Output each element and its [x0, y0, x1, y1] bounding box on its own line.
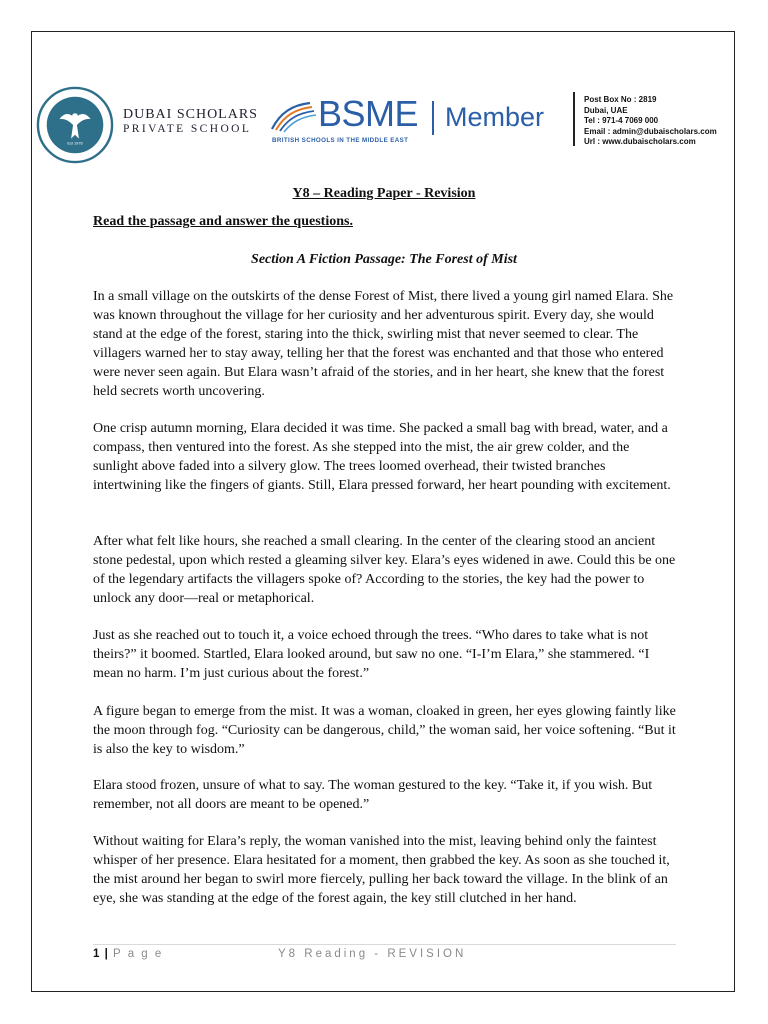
- contact-city: Dubai, UAE: [584, 105, 628, 115]
- contact-divider: [573, 92, 575, 146]
- bsme-swoosh-icon: [270, 99, 320, 135]
- contact-block: [584, 95, 717, 148]
- school-name: [123, 108, 258, 136]
- footer-center-text: Y8 Reading - REVISION: [278, 948, 467, 960]
- page-separator: |: [104, 948, 108, 960]
- contact-url: Url : www.dubaischolars.com: [584, 137, 696, 146]
- document-title: Y8 – Reading Paper - Revision: [292, 186, 476, 201]
- page-label: P a g e: [113, 948, 164, 960]
- footer-page-number: [93, 948, 163, 960]
- school-name-line2: PRIVATE SCHOOL: [123, 123, 252, 135]
- page-number: 1: [93, 948, 100, 960]
- svg-text:Est 1976: Est 1976: [67, 140, 83, 146]
- school-seal-logo: [36, 86, 114, 164]
- contact-email: Email : admin@dubaischolars.com: [584, 126, 717, 136]
- bsme-divider: [432, 101, 434, 135]
- passage-paragraph-3: After what felt like hours, she reached a small clearing. In the center of the clearing stood an ancient stone pedestal, upon which rested a gleaming silver key. Elara’s eyes widened in awe. Could this be one of the legendary artifacts the villagers spoke of? According to the stories, the key had the power to unlock any door—real or metaphorical.: [93, 534, 676, 606]
- passage-paragraph-2: One crisp autumn morning, Elara decided it was time. She packed a small bag with bread, water, and a compass, then ventured into the forest. As she stepped into the mist, the air grew colder, and the sunlight above faded into a silvery glow. The trees loomed overhead, their twisted branches intertwining like the fingers of giants. Still, Elara pressed forward, her heart pounding with excitement.: [93, 421, 671, 493]
- instruction-text: Read the passage and answer the questions.: [93, 214, 353, 229]
- passage-paragraph-6: Elara stood frozen, unsure of what to say. The woman gestured to the key. “Take it, if you wish. But remember, not all doors are meant to be opened.”: [93, 778, 653, 812]
- passage-paragraph-1: In a small village on the outskirts of the dense Forest of Mist, there lived a young girl named Elara. She was known throughout the village for her curiosity and her adventurous spirit. Every day, she would stand at the edge of the forest, staring into the thick, swirling mist that never seemed to clear. The villagers warned her to stay away, telling her that the forest was enchanted and that those who entered were never seen again. But Elara wasn’t afraid of the stories, and in her heart, she knew that the forest held secrets worth uncovering.: [93, 289, 674, 399]
- passage-paragraph-7: Without waiting for Elara’s reply, the woman vanished into the mist, leaving behind only the faintest whisper of her presence. Elara hesitated for a moment, then grabbed the key. As soon as she touched it, the mist around her began to swirl more fiercely, pulling her back toward the village. In the blink of an eye, she was standing at the edge of the forest again, the key still clutched in her hand.: [93, 834, 670, 906]
- bsme-logo-text: BSME: [318, 93, 419, 134]
- bsme-tagline: BRITISH SCHOOLS IN THE MIDDLE EAST: [272, 137, 409, 144]
- footer-rule: [93, 944, 676, 945]
- contact-po-box: Post Box No : 2819: [584, 95, 657, 104]
- bsme-member-label: Member: [445, 102, 545, 132]
- passage-paragraph-5: A figure began to emerge from the mist. It was a woman, cloaked in green, her eyes glowing faintly like the moon through fog. “Curiosity can be dangerous, child,” the woman said, her voice softening. “But it is also the key to wisdom.”: [93, 704, 676, 757]
- school-name-line1: DUBAI SCHOLARS: [123, 107, 258, 122]
- contact-phone: Tel : 971-4 7069 000: [584, 116, 659, 125]
- section-heading: Section A Fiction Passage: The Forest of Mist: [251, 252, 517, 267]
- passage-paragraph-4: Just as she reached out to touch it, a voice echoed through the trees. “Who dares to take what is not theirs?” it boomed. Startled, Elara looked around, but saw no one. “I-I’m Elara,” she stammered. “I mean no harm. I’m just curious about the forest.”: [93, 628, 650, 681]
